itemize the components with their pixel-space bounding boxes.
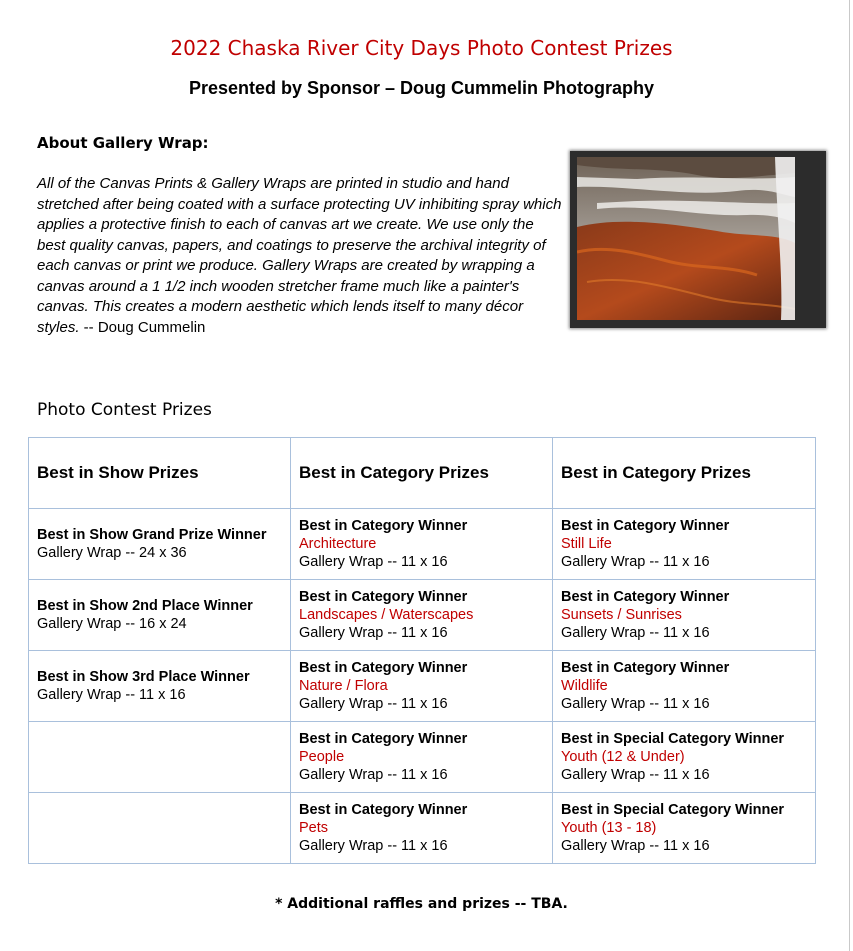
prize-size: Gallery Wrap -- 11 x 16 <box>561 554 710 570</box>
prize-category: Still Life <box>561 536 612 552</box>
page-subtitle: Presented by Sponsor – Doug Cummelin Photography <box>188 78 655 98</box>
prize-cell <box>291 793 553 864</box>
prize-size: Gallery Wrap -- 11 x 16 <box>299 554 448 570</box>
prize-cell <box>553 580 816 651</box>
table-row <box>29 509 816 580</box>
prize-cell <box>291 509 553 580</box>
prize-cell <box>553 651 816 722</box>
prize-winner: Best in Show 2nd Place Winner <box>37 598 253 614</box>
prize-cell <box>291 580 553 651</box>
prize-size: Gallery Wrap -- 11 x 16 <box>299 838 448 854</box>
prize-cell <box>553 509 816 580</box>
prize-winner: Best in Category Winner <box>299 731 468 747</box>
footnote: * Additional raffles and prizes -- TBA. <box>275 896 568 912</box>
prize-winner: Best in Category Winner <box>561 589 730 605</box>
prize-size: Gallery Wrap -- 11 x 16 <box>561 767 710 783</box>
prize-category: Architecture <box>299 536 377 552</box>
prize-size: Gallery Wrap -- 11 x 16 <box>37 687 186 703</box>
prize-size: Gallery Wrap -- 11 x 16 <box>299 696 448 712</box>
table-row <box>29 793 816 864</box>
table-row <box>29 651 816 722</box>
prize-cell <box>29 580 291 651</box>
prizes-heading: Photo Contest Prizes <box>37 400 212 420</box>
prize-winner: Best in Special Category Winner <box>561 731 785 747</box>
prize-category: Landscapes / Waterscapes <box>299 607 474 623</box>
column-header-best-in-category: Best in Category Prizes <box>291 438 553 509</box>
prizes-table <box>28 437 816 864</box>
prize-winner: Best in Category Winner <box>299 518 468 534</box>
prize-cell-empty <box>29 793 291 864</box>
prize-size: Gallery Wrap -- 11 x 16 <box>561 838 710 854</box>
prize-category: People <box>299 749 345 765</box>
prize-winner: Best in Category Winner <box>299 660 468 676</box>
prize-cell <box>553 722 816 793</box>
column-header-best-in-category-2: Best in Category Prizes <box>553 438 816 509</box>
about-heading: About Gallery Wrap: <box>37 134 209 152</box>
prize-size: Gallery Wrap -- 16 x 24 <box>37 616 187 632</box>
prize-cell <box>553 793 816 864</box>
about-body: All of the Canvas Prints & Gallery Wraps are printed in studio and hand stretched after being coated with a surface protecting UV inhibiting spray which applies a protective finish to each of canvas art we create. We use only the best quality canvas, papers, and coatings to preserve the archival integrity of each canvas or print we produce. Gallery Wraps are created by wrapping a canvas around a 1 1/2 inch wooden stretcher frame much like a painter's canvas. This creates a modern aesthetic which lends itself to many décor styles. <box>37 175 562 336</box>
prize-cell <box>291 651 553 722</box>
prize-cell <box>29 509 291 580</box>
prize-size: Gallery Wrap -- 24 x 36 <box>37 545 187 561</box>
prize-category: Nature / Flora <box>299 678 388 694</box>
prize-size: Gallery Wrap -- 11 x 16 <box>561 625 710 641</box>
prize-cell-empty <box>29 722 291 793</box>
prize-category: Youth (12 & Under) <box>561 749 685 765</box>
about-signature: -- Doug Cummelin <box>79 318 206 336</box>
prize-cell <box>291 722 553 793</box>
prize-size: Gallery Wrap -- 11 x 16 <box>299 767 448 783</box>
about-paragraph <box>37 174 563 338</box>
table-row <box>29 722 816 793</box>
prize-category: Youth (13 - 18) <box>561 820 657 836</box>
prize-winner: Best in Category Winner <box>561 660 730 676</box>
page-edge-rule <box>849 0 850 951</box>
prize-winner: Best in Special Category Winner <box>561 802 785 818</box>
prize-winner: Best in Show Grand Prize Winner <box>37 527 267 543</box>
prize-winner: Best in Show 3rd Place Winner <box>37 669 250 685</box>
prize-cell <box>29 651 291 722</box>
prize-size: Gallery Wrap -- 11 x 16 <box>299 625 448 641</box>
prize-winner: Best in Category Winner <box>299 589 468 605</box>
prize-category: Pets <box>299 820 329 836</box>
waterfall-gallery-wrap-photo <box>577 157 795 320</box>
prize-category: Sunsets / Sunrises <box>561 607 682 623</box>
page-title: 2022 Chaska River City Days Photo Contest Prizes <box>170 36 673 60</box>
prize-size: Gallery Wrap -- 11 x 16 <box>561 696 710 712</box>
prize-winner: Best in Category Winner <box>299 802 468 818</box>
table-row <box>29 580 816 651</box>
column-header-best-in-show: Best in Show Prizes <box>29 438 291 509</box>
prize-category: Wildlife <box>561 678 608 694</box>
prize-winner: Best in Category Winner <box>561 518 730 534</box>
prizes-header-row <box>29 438 816 509</box>
